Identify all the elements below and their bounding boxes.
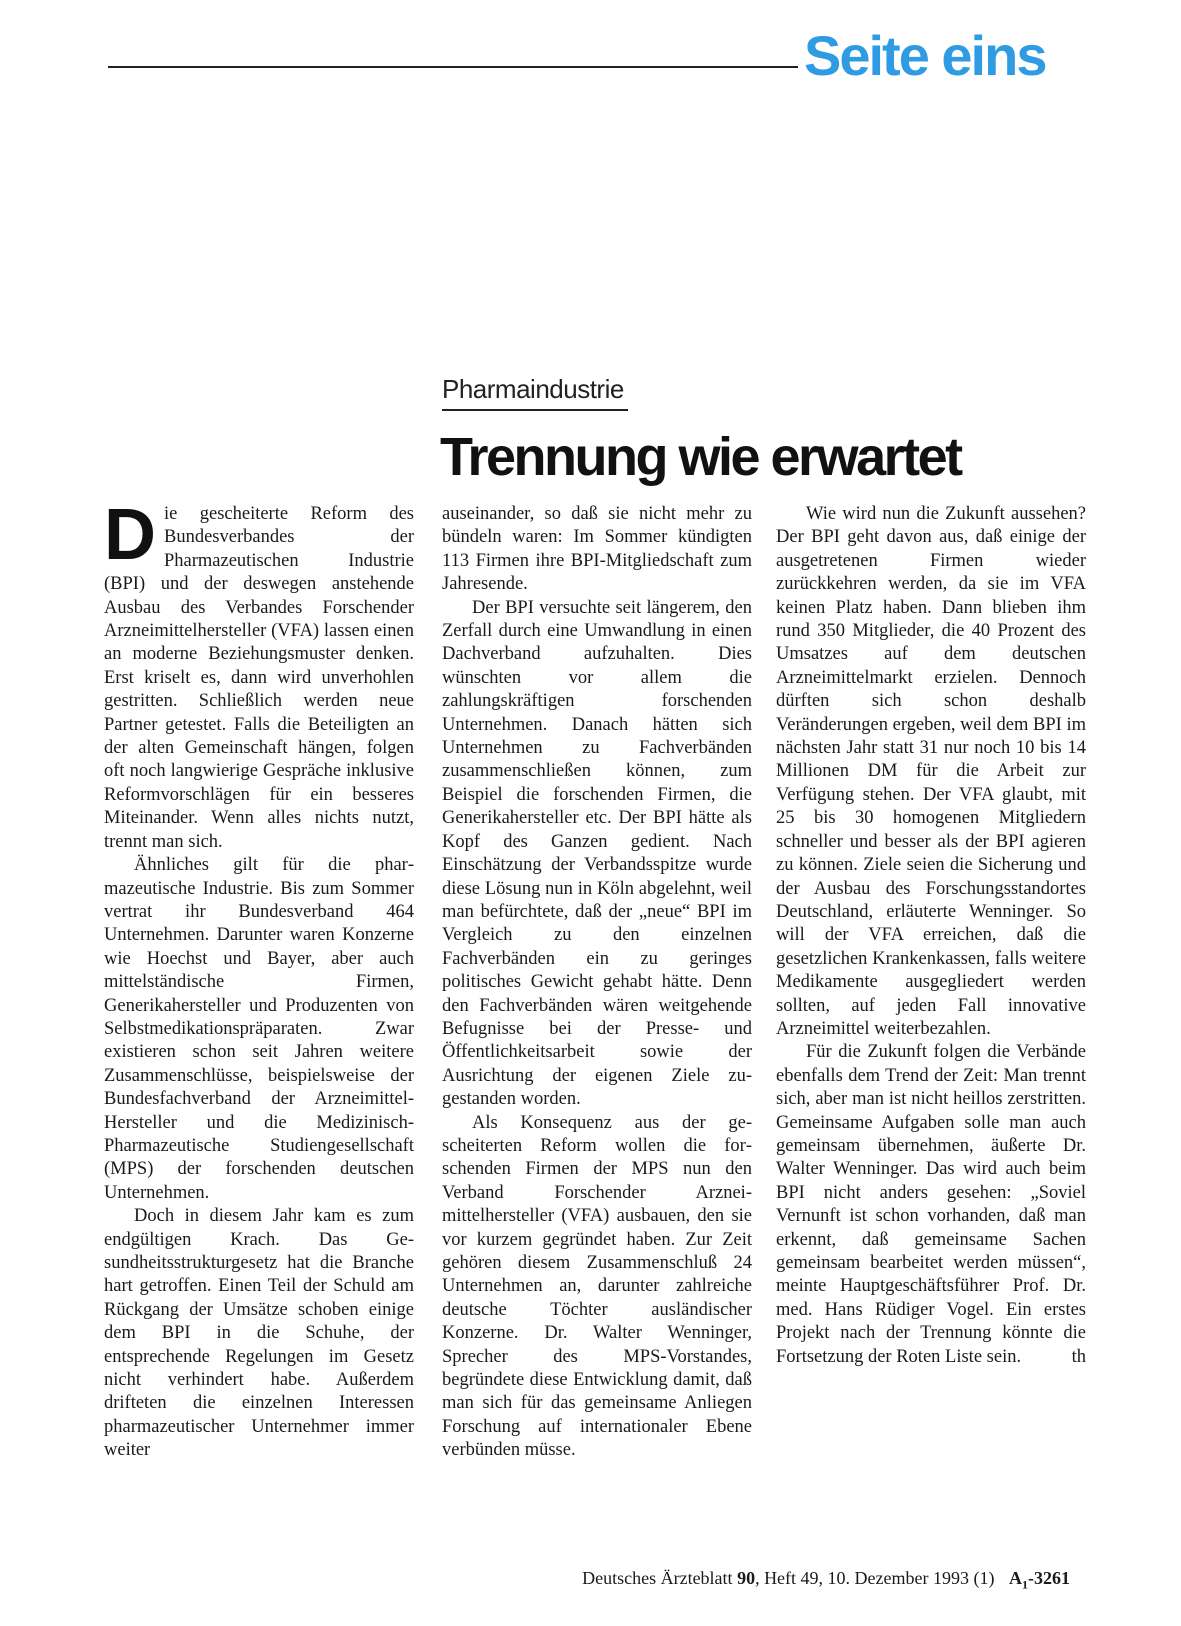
section-label: Seite eins xyxy=(804,24,1046,87)
text-column-3 xyxy=(776,503,1086,1369)
paragraph: Ähnliches gilt für die pharmazeutische Industrie. Bis zum Sommer vertrat ihr Bundesverband 464 Unternehmen. Darunter waren Konzerne wie Hoechst und Bayer, aber auch mittelständische Firmen, Generikahersteller und Produzenten von Selbstmedikationspräparaten. Zwar existieren schon seit Jahren weitere Zusammenschlüsse, beispielsweise der Bundesfachverband der Arzneimittel-Hersteller und die Medizinisch-Pharmazeutische Studiengesellschaft (MPS) der forschenden deutschen Unternehmen. xyxy=(104,855,414,1203)
text-column-2 xyxy=(442,503,752,1463)
page-number xyxy=(1009,1568,1070,1592)
article-kicker: Pharmaindustrie xyxy=(442,374,624,404)
paragraph: Wie wird nun die Zukunft aussehen? Der BPI geht davon aus, daß einige der ausgetretenen Firmen wieder zurückkehren werden, da sie im VFA keinen Platz haben. Dann blieben ihm rund 350 Mitglieder, die 40 Prozent des Umsatzes auf dem deutschen Arzneimittelmarkt erzielen. Dennoch dürften sich schon deshalb Veränderungen ergeben, weil dem BPI im nächsten Jahr statt 31 nur noch 10 bis 14 Millionen DM für die Arbeit zur Verfügung stehen. Der VFA glaubt, mit 25 bis 30 homogenen Mitgliedern schneller und besser als der BPI agieren zu können. Ziele seien die Sicherung und der Ausbau des Forschungsstandortes Deutschland, erläuterte Wenninger. So will der VFA erreichen, daß die gesetzlichen Krankenkassen, falls weitere Medikamente ausgegliedert werden sollten, auf jeden Fall innovative Arzneimittel weiterbezahlen. xyxy=(776,504,1086,1039)
text-column-1 xyxy=(104,495,414,1463)
paragraph: Als Konsequenz aus der gescheiterten Reform wollen die forschenden Firmen der MPS nun den Verband Forschender Arzneimittelhersteller (VFA) ausbauen, den sie vor kurzem gegründet haben. Zur Zeit gehören diesem Zusammenschluß 24 Unternehmen an, darunter zahlreiche deutsche Töchter ausländischer Konzerne. Dr. Walter Wenninger, Sprecher des MPS-Vorstandes, begründete diese Entwicklung damit, daß man sich für das gemeinsame Anliegen Forschung auf internationaler Ebene verbünden müsse. xyxy=(442,1112,752,1461)
header-rule xyxy=(108,66,798,68)
paragraph-text: Für die Zukunft folgen die Verbände ebenfalls dem Trend der Zeit: Man trennt sich, aber man ist nicht heillos zerstritten. Gemeinsame Aufgaben solle man auch gemeinsam übernehmen, äußerte Dr. Walter Wenninger. Das wird auch beim BPI nicht anders gesehen: „Soviel Vernunft ist schon vorhanden, daß man erkennt, daß gemeinsame Sachen gemeinsam bearbeitet werden müssen“, meinte Hauptgeschäftsführer Prof. Dr. med. Hans Rüdiger Vogel. Ein erstes Projekt nach der Trennung könnte die Fortsetzung der Roten Liste sein. xyxy=(776,1042,1086,1367)
page-number-value: -3261 xyxy=(1028,1568,1070,1588)
page-footer xyxy=(582,1568,1070,1593)
journal-name: Deutsches Ärzteblatt xyxy=(582,1568,733,1588)
paragraph: auseinander, so daß sie nicht mehr zu bündeln waren: Im Sommer kündigten 113 Firmen ihre BPI-Mitgliedschaft zum Jahresende. xyxy=(442,504,752,595)
volume-number: 90 xyxy=(737,1568,756,1588)
paragraph xyxy=(104,495,414,854)
paragraph xyxy=(776,1041,1086,1369)
kicker-underline xyxy=(442,409,628,411)
drop-cap: D xyxy=(104,495,156,575)
author-initials: th xyxy=(1071,1346,1086,1367)
paragraph-text: ie gescheiterte Reform des Bundesverbandes der Pharmazeutischen Industrie (BPI) und der deswegen anstehende Ausbau des Verbandes Forschender Arzneimittelhersteller (VFA) lassen einen an moderne Beziehungsmuster denken. Erst kriselt es, dann wird unverhohlen gestritten. Schließlich werden neue Partner getestet. Falls die Beteiligten an der alten Gemeinschaft hängen, folgen oft noch langwierige Gespräche inklusive Reformvorschlägen für ein besseres Miteinander. Wenn alles nichts nutzt, trennt man sich. xyxy=(104,504,414,852)
article-headline: Trennung wie erwartet xyxy=(440,427,961,487)
issue-date: , Heft 49, 10. Dezember 1993 (1) xyxy=(755,1568,995,1588)
paragraph: Doch in diesem Jahr kam es zum endgültigen Krach. Das Gesundheitsstrukturgesetz hat die Branche hart getroffen. Einen Teil der Schuld am Rückgang der Umsätze schoben einige dem BPI in die Schuhe, der entsprechende Regelungen im Gesetz nicht verhindert habe. Außerdem drifteten die einzelnen Interessen pharmazeutischer Unternehmer immer weiter xyxy=(104,1206,414,1461)
paragraph: Der BPI versuchte seit längerem, den Zerfall durch eine Umwandlung in einen Dachverband aufzuhalten. Dies wünschten vor allem die zahlungskräftigen forschenden Unternehmen. Danach hätten sich Unternehmen zu Fachverbänden zusammenschließen können, zum Beispiel die forschenden Firmen, die Generikahersteller etc. Der BPI hätte als Kopf des Ganzen gedient. Nach Einschätzung der Verbandsspitze wurde diese Lösung nun in Köln abgelehnt, weil man befürchtete, daß der „neue“ BPI im Vergleich zu den einzelnen Fachverbänden ein zu geringes politisches Gewicht gehabt hätte. Denn den Fachverbänden wären weitgehende Befugnisse bei der Presse- und Öffentlichkeitsarbeit sowie der Ausrichtung der eigenen Ziele zugestanden worden. xyxy=(442,597,752,1110)
page-subscript: 1 xyxy=(1022,1577,1028,1592)
page-prefix: A xyxy=(1009,1568,1022,1588)
